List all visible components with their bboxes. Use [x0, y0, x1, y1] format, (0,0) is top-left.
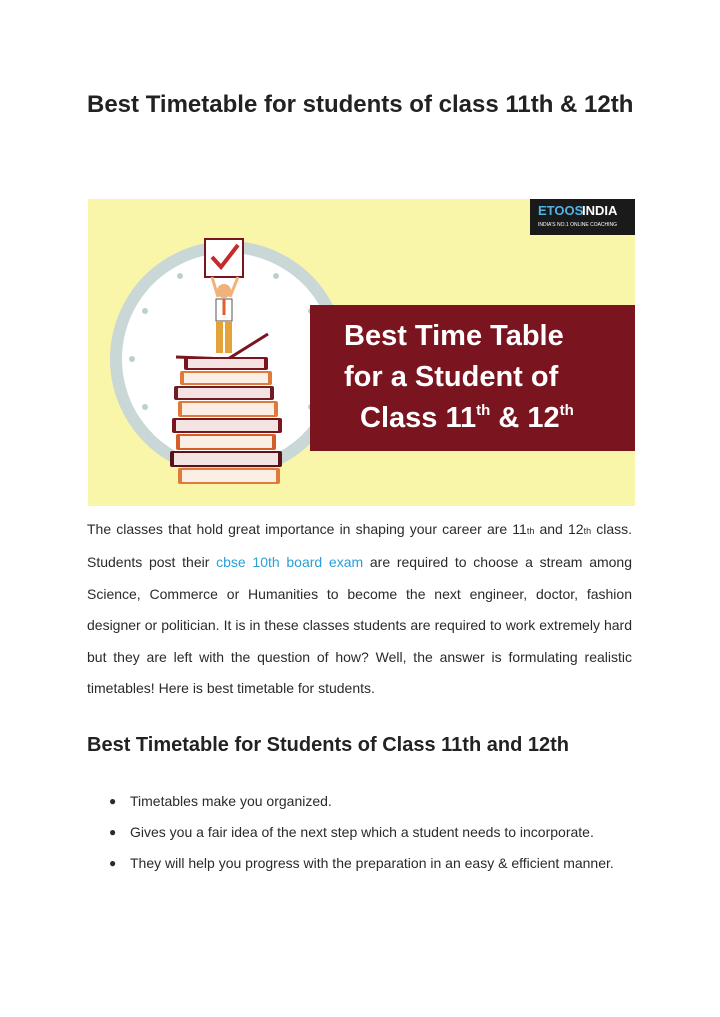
- list-item-text: They will help you progress with the preparation in an easy & efficient manner.: [130, 855, 614, 871]
- intro-paragraph: [87, 514, 632, 704]
- page-title: Best Timetable for students of class 11th & 12th: [87, 91, 634, 118]
- cbse-exam-link[interactable]: cbse 10th board exam: [216, 554, 364, 571]
- intro-suffix-1: th: [526, 526, 535, 536]
- intro-suffix-2: th: [583, 526, 592, 536]
- banner-line-1: Best Time Table: [344, 320, 564, 352]
- person-head: [217, 284, 231, 298]
- list-item: [87, 848, 647, 879]
- bullet-icon: ●: [109, 794, 117, 808]
- bullet-icon: ●: [109, 856, 117, 870]
- intro-text-1: The classes that hold great importance in shaping your career are 11: [87, 521, 527, 537]
- list-item: [87, 786, 647, 817]
- hero-illustration: [88, 199, 635, 506]
- book-stack: [170, 357, 282, 484]
- benefits-list: [87, 786, 647, 879]
- banner-sup-1: th: [476, 402, 491, 419]
- banner-class-11: Class 11: [360, 402, 477, 434]
- banner-line-2: for a Student of: [344, 361, 559, 393]
- bullet-icon: ●: [109, 825, 117, 839]
- brand-logo-main: ETOOS: [538, 203, 584, 218]
- brand-tagline: INDIA'S NO.1 ONLINE COACHING: [538, 222, 618, 228]
- intro-text-3: class. Students post their: [87, 521, 632, 571]
- list-item-text: Timetables make you organized.: [130, 793, 332, 809]
- banner-and-12: & 12: [490, 402, 560, 434]
- list-item: [87, 817, 647, 848]
- person-leg-right: [225, 321, 232, 353]
- brand-logo-accent: INDIA: [582, 203, 618, 218]
- hero-image: [88, 199, 635, 506]
- banner-line-3: [360, 402, 574, 434]
- intro-text-4: are required to choose a stream among Science, Commerce or Humanities to become the next engineer, doctor, fashion designer or politician. It is in these classes students are required to work extremely hard but they are left with the question of how? Well, the answer is formulating realistic timetables! Here is best timetable for students.: [87, 554, 632, 697]
- banner-sup-2: th: [559, 402, 574, 419]
- intro-text-2: and 12: [534, 521, 584, 537]
- list-item-text: Gives you a fair idea of the next step which a student needs to incorporate.: [130, 824, 594, 840]
- person-leg-left: [216, 321, 223, 353]
- section-heading: Best Timetable for Students of Class 11th and 12th: [87, 734, 569, 756]
